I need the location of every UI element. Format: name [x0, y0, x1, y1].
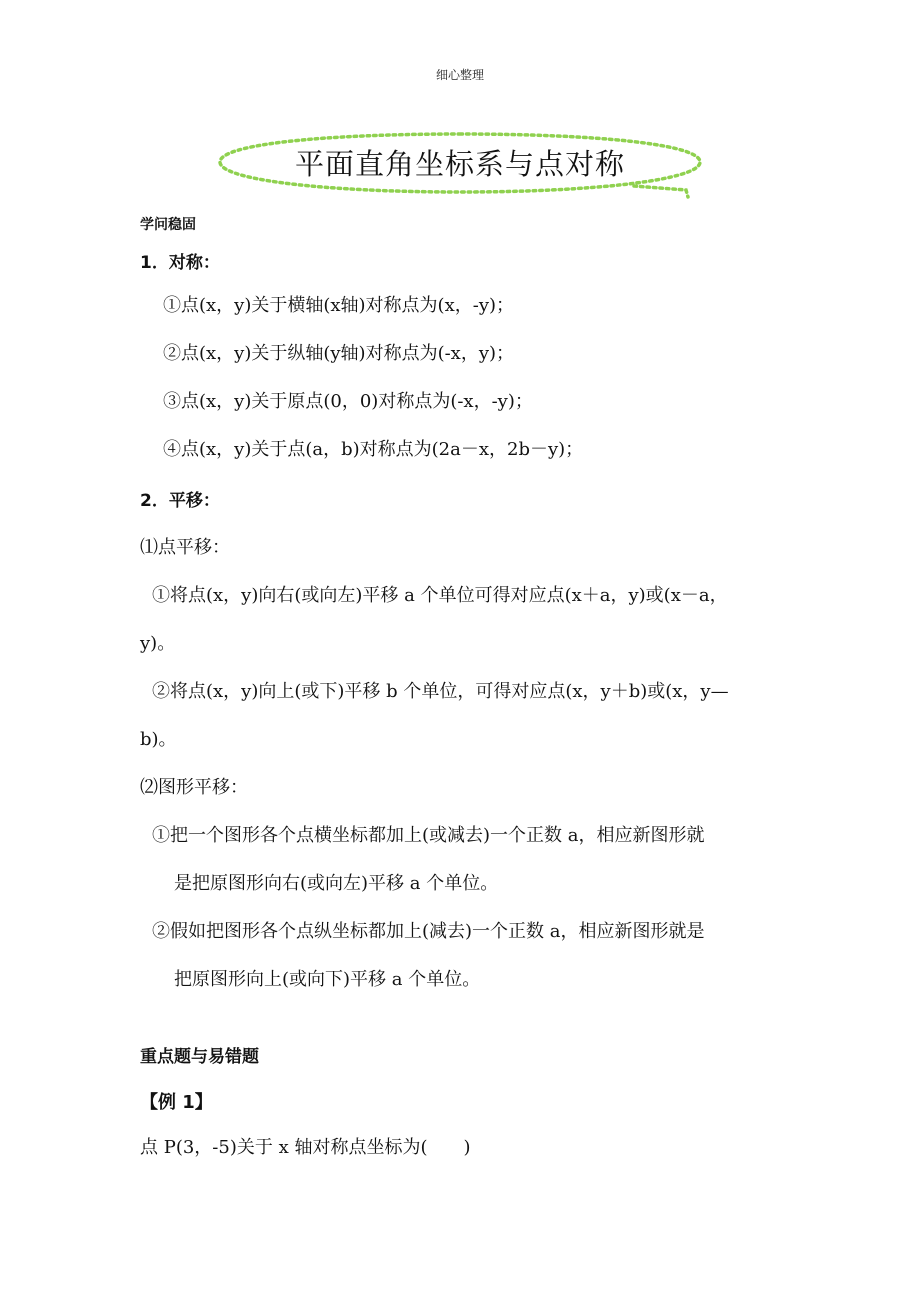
symmetry-item-2: ②点(x，y)关于纵轴(y轴)对称点为(-x，y)； — [163, 343, 515, 364]
example-label: 【例 1】 — [140, 1092, 213, 1113]
shape-translation-2-line1: ②假如把图形各个点纵坐标都加上(减去)一个正数 a，相应新图形就是 — [152, 921, 705, 942]
shape-translation-1-line2: 是把原图形向右(或向左)平移 a 个单位。 — [174, 873, 499, 894]
section-heading-review: 学问稳固 — [140, 217, 196, 233]
example-question: 点 P(3，-5)关于 x 轴对称点坐标为( ) — [140, 1137, 471, 1158]
heading-translation: 2．平移： — [140, 491, 220, 511]
shape-translation-2-line2: 把原图形向上(或向下)平移 a 个单位。 — [174, 969, 481, 990]
symmetry-item-1: ①点(x，y)关于横轴(x轴)对称点为(x，-y)； — [163, 295, 515, 316]
subheading-point-translation: ⑴点平移： — [140, 537, 230, 558]
point-translation-2-line1: ②将点(x，y)向上(或下)平移 b 个单位，可得对应点(x，y＋b)或(x，y— — [152, 681, 729, 702]
symmetry-item-4: ④点(x，y)关于点(a，b)对称点为(2a－x，2b－y)； — [163, 439, 584, 460]
section-heading-key-problems: 重点题与易错题 — [140, 1047, 259, 1067]
shape-translation-1-line1: ①把一个图形各个点横坐标都加上(或减去)一个正数 a，相应新图形就 — [152, 825, 705, 846]
subheading-shape-translation: ⑵图形平移： — [140, 777, 248, 798]
point-translation-1-line2: y)。 — [140, 633, 176, 654]
heading-symmetry: 1．对称： — [140, 253, 220, 273]
symmetry-item-3: ③点(x，y)关于原点(0，0)对称点为(-x，-y)； — [163, 391, 533, 412]
page-title: 平面直角坐标系与点对称 — [294, 147, 625, 181]
page-header: 细心整理 — [435, 68, 484, 82]
point-translation-2-line2: b)。 — [140, 729, 177, 750]
point-translation-1-line1: ①将点(x，y)向右(或向左)平移 a 个单位可得对应点(x＋a，y)或(x－a， — [152, 585, 728, 606]
title-banner — [214, 128, 706, 200]
